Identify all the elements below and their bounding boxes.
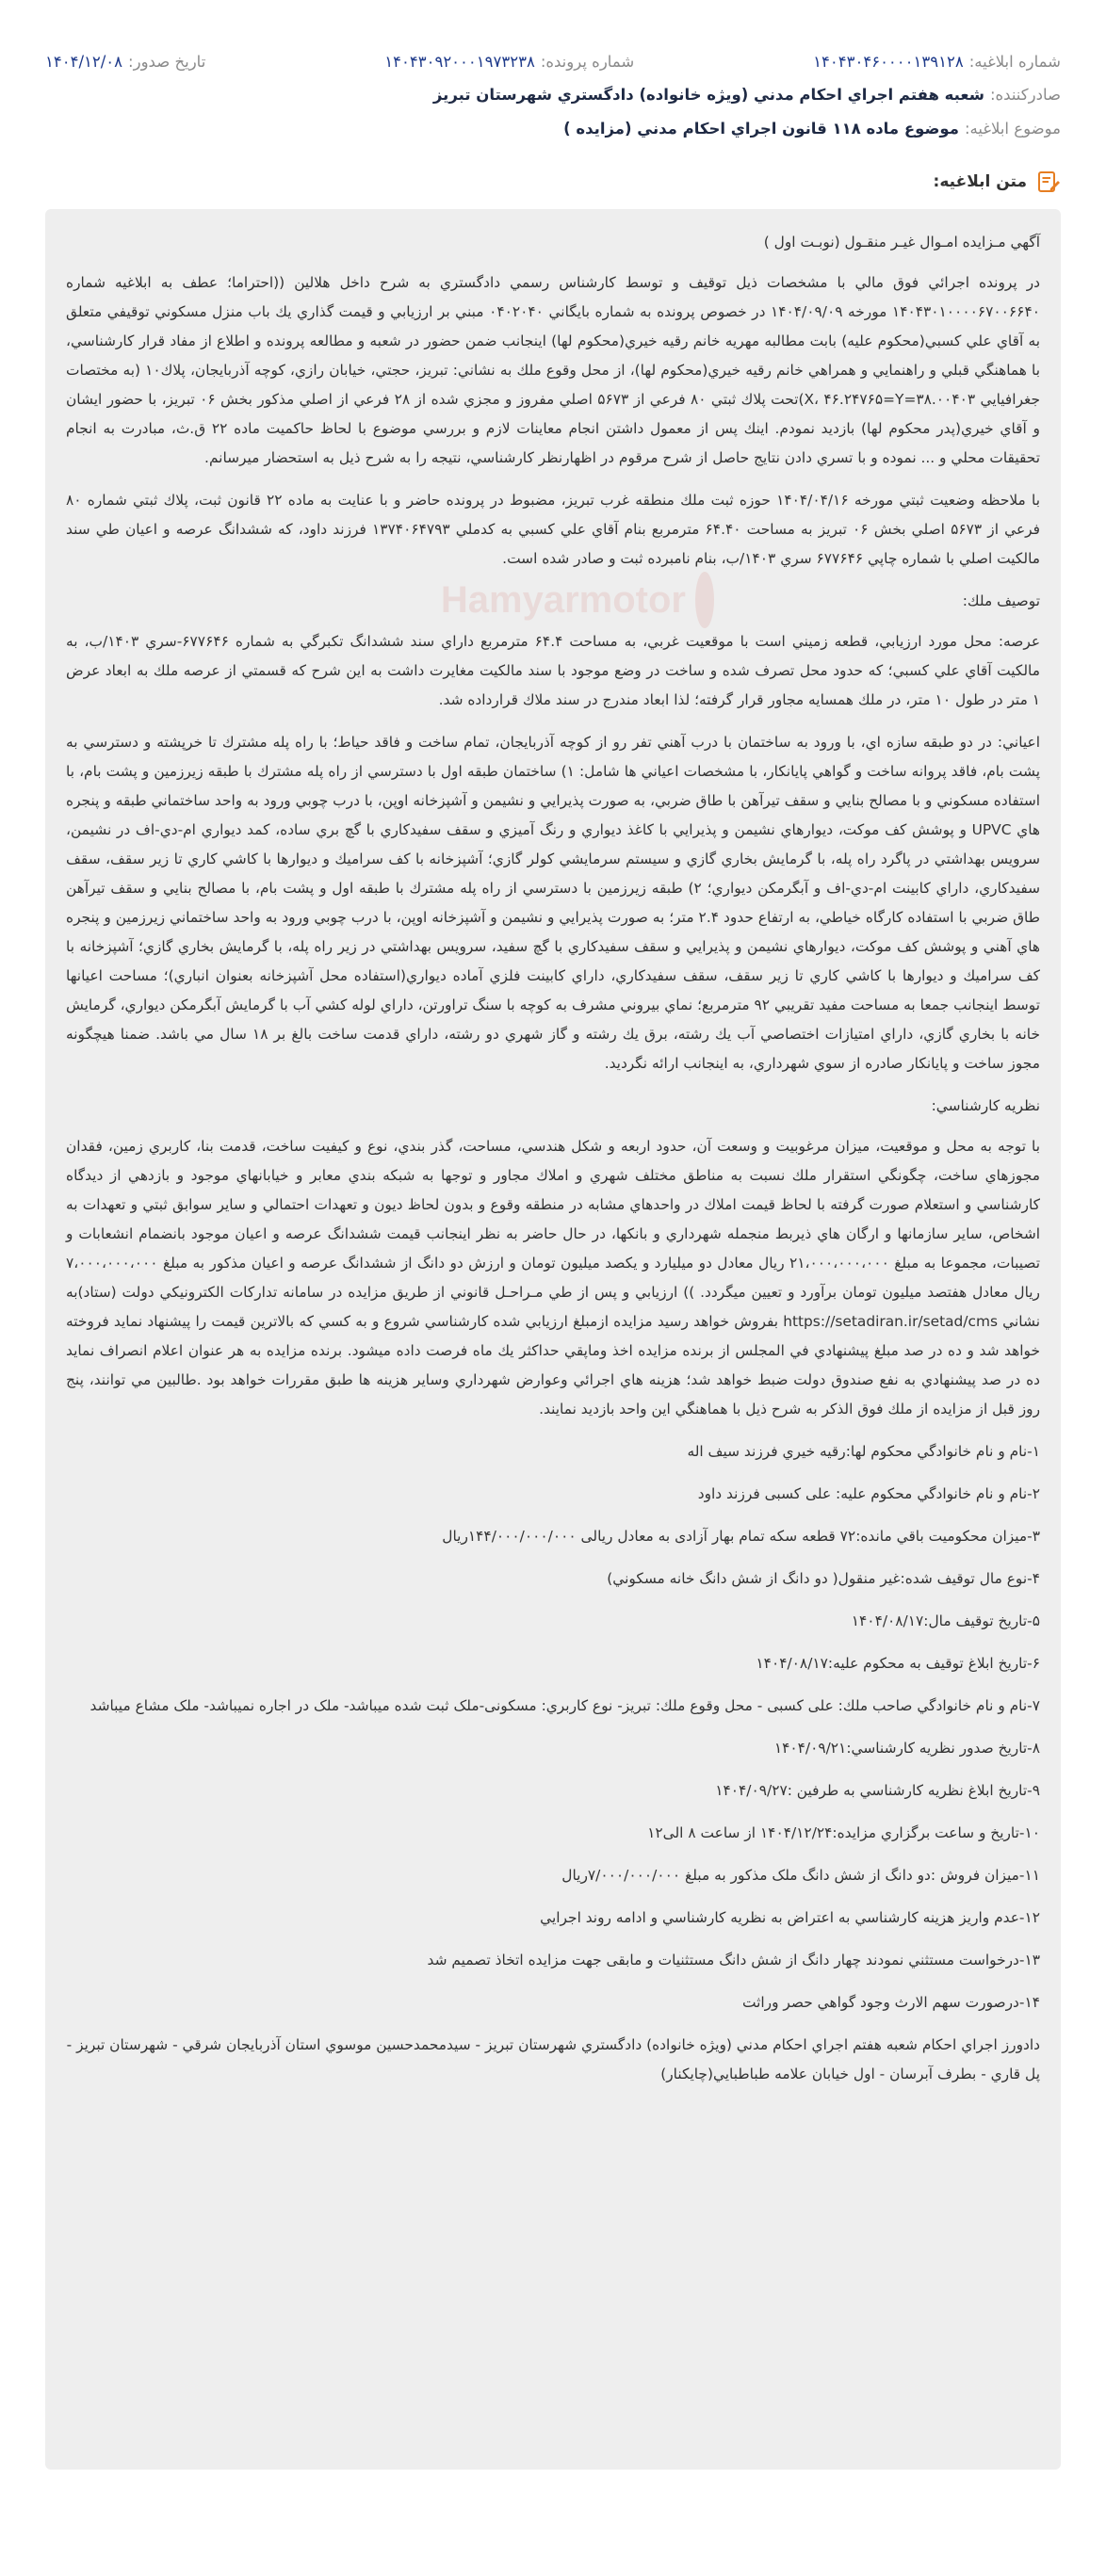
paragraph-expert-opinion: با توجه به محل و موقعيت، ميزان مرغوبيت و وسعت آن، حدود اربعه و شكل هندسي، مساحت، گذر بندي، نوع و كيفيت ساخت، قدمت بنا، كاربري زمين، فقدان مجوزهاي ساخت، چگونگي استقرار ملك نسبت به مناطق مختلف شهري و املاك مجاور و توجها به شبكه بندي معابر و خيابانهاي موجود و بازدهي از ديدگاه كارشناسي و استعلام صورت گرفته با لحاظ قيمت املاك در واحدهاي مشابه در منطقه وقوع و بدون لحاظ ديون و تعهدات احتمالي و ساير سوابق ثبتي و تعهدات به اشخاص، ساير سازمانها و ارگان هاي ذيربط منجمله شهرداري و بانكها، در حال حاضر به نظر اينجانب قيمت ششدانگ عرصه و اعيان موجود بانضمام انشعابات و تصيبات، مجموعا به مبلغ ۲۱،۰۰۰،۰۰۰،۰۰۰ ريال معادل دو ميليارد و يكصد ميليون تومان و ارزش دو دانگ از ششدانگ عرصه و اعيان مذكور به مبلغ ۷،۰۰۰،۰۰۰،۰۰۰ ريال معادل هفتصد ميليون تومان برآورد و تعيين ميگردد. )) ارزيابي و پس از طي مـراحـل قانوني از طريق مزايده در سامانه تداركات الكترونيكي دولت (ستاد)به نشاني https://setadiran.ir/setad/cms بفروش خواهد رسيد مزايده ازمبلغ ارزيابي شده كارشناسي شروع و به كسي كه بالاترين قيمت را پيشنهاد نمايد فروخته خواهد شد و ده در صد مبلغ پيشنهادي في المجلس از برنده مزايده اخذ وماپقي حداكثر يك ماه فرصت داده ميشود. برنده مزايده به هر عنوان اعلام انصراف نمايد ده در صد پيشنهادي به نفع صندوق دولت ضبط خواهد شد؛ هزينه هاي اجرائي وعوارض شهرداري وساير هزينه ها طبق مقررات خواهد بود .طالبين مي توانند، پنج روز قبل از مزايده از ملك فوق الذكر به شرح ذيل با هماهنگي اين واحد بازديد نمايند. bbox=[66, 1138, 1040, 1418]
issue-date-value: ۱۴۰۴/۱۲/۰۸ bbox=[45, 52, 123, 71]
list-item: ۳-ميزان محكوميت باقي مانده:۷۲ قطعه سکه تمام بهار آزادی به معادل ریالی ۱۴۴/۰۰۰/۰۰۰/۰۰۰ريال bbox=[442, 1528, 1040, 1545]
expert-opinion-heading: نظريه كارشناسي: bbox=[931, 1097, 1040, 1114]
auction-heading: آگهي مـزايده امـوال غيـر منقـول (نوبـت اول ) bbox=[763, 234, 1040, 251]
list-item: ۱۲-عدم واريز هزينه كارشناسي به اعتراض به نظريه كارشناسي و ادامه روند اجرايي bbox=[540, 1909, 1040, 1926]
case-number bbox=[384, 53, 634, 71]
case-number-label: شماره پرونده: bbox=[540, 52, 635, 71]
issue-date-label: تاريخ صدور: bbox=[128, 52, 206, 71]
list-item: ۱۰-تاريخ و ساعت برگزاري مزايده:۱۴۰۴/۱۲/۲۴ از ساعت ۸ الی۱۲ bbox=[647, 1824, 1040, 1841]
notice-number-value: ۱۴۰۴۳۰۴۶۰۰۰۰۱۳۹۱۲۸ bbox=[813, 52, 964, 71]
issue-date bbox=[45, 53, 205, 71]
list-item: ۴-نوع مال توقيف شده:غير منقول( دو دانگ از شش دانگ خانه مسكوني) bbox=[607, 1570, 1040, 1587]
issuer-value: شعبه هفتم اجراي احكام مدني (ويژه خانواده) دادگستري شهرستان تبريز bbox=[432, 85, 984, 104]
paragraph-registration: با ملاحظه وضعيت ثبتي مورخه ۱۴۰۴/۰۴/۱۶ حوزه ثبت ملك منطقه غرب تبريز، مضبوط در پرونده حاضر و با عنايت به ماده ۲۲ قانون ثبت، پلاك ثبتي شماره ۸۰ فرعي از ۵۶۷۳ اصلي بخش ۰۶ تبريز به مساحت ۶۴.۴۰ مترمربع بنام آقاي علي كسبي به كدملي ۱۳۷۴۰۶۴۷۹۳ فرزند داود، كه ششدانگ عرصه و اعيان طي سند مالكيت اصلي با شماره چاپي ۶۷۷۶۴۶ سري ۱۴۰۳/ب، بنام نامبرده ثبت و صادر شده است. bbox=[66, 492, 1040, 567]
paragraph-intro: در پرونده اجرائي فوق مالي با مشخصات ذيل توقيف و توسط كارشناس رسمي دادگستري به شرح داخل هلالين ((احتراما؛ عطف به ابلاغيه شماره ۱۴۰۴۳۰۱۰۰۰۰۶۷۰۰۶۶۴۰ مورخه ۱۴۰۴/۰۹/۰۹ در خصوص پرونده به شماره بايگاني ۰۴۰۲۰۴۰ مبني بر ارزيابي و قيمت گذاري يك باب منزل مسكوني توقيفي متعلق به آقاي علي كسبي(محكوم عليه) بابت مطالبه مهريه خانم رقيه خيري(محكوم لها) اينجانب ضمن حضور در شعبه و مطالعه پرونده و اطلاع از مفاد قرار كارشناسي، با هماهنگي قبلي و راهنمايي و همراهي خانم رقيه خيري(محكوم لها)، از محل وقوع ملك به نشاني: تبريز، حجتي، خيابان رازي، كوچه آذربايجان، پلاك۱۰ (به مختصات جغرافيايي ۳۸.۰۰۴۰۳=X، ۴۶.۲۴۷۶۵=Y)تحت پلاك ثبتي ۸۰ فرعي از ۵۶۷۳ اصلي مفروز و مجزي شده از ۲۸ فرعي از اصلي مذكور بخش ۰۶ تبريز، با حضور ايشان و آقاي خيري(پدر محكوم لها) بازديد نمودم. اينك پس از معمول داشتن انجام معاينات لازم و بررسي موضوع با لحاظ حاكميت ماده ۲۲ ق.ث، مبادرت به انجام تحقيقات محلي و ... نموده و با تسري دادن نتايج حاصل از شرح مرقوم در اظهارنظر كارشناسي، نتيجه را به شرح ذيل به استحضار ميرسانم. bbox=[66, 274, 1041, 466]
issuer-line bbox=[45, 77, 1061, 111]
watermark-text: Hamyarmotor bbox=[440, 578, 686, 621]
details-list bbox=[66, 1437, 1040, 2017]
list-item: ۱۴-درصورت سهم الارث وجود گواهي حصر وراثت bbox=[741, 1994, 1040, 2011]
paragraph-building: اعياني: در دو طبقه سازه اي، با ورود به ساختمان با درب آهني تفر رو از كوچه آذربايجان، تمام ساخت و فاقد حياط؛ با راه پله مشترك تا خرپشته و دسترسي به پشت بام، فاقد پروانه ساخت و گواهي پايانكار، با مشخصات اعياني ها شامل: ۱) ساختمان طبقه اول با دسترسي از راه پله مشترك با طبقه زيرزمين و پشت بام، با استفاده مسكوني و با مصالح بنايي و سقف تيرآهن با طاق ضربي، به صورت پذيرايي و نشيمن و آشپزخانه اوپن، با درب چوبي ورود به واحد ساختماني طبقه و پنجره هاي UPVC و پوشش كف موكت، ديوارهاي نشيمن و پذيرايي با كاغذ ديواري و رنگ آميزي و سقف سفيدكاري با گچ بري ساده، كمد ديواري ام-دي-اف در نشيمن، سرويس بهداشتي در پاگرد راه پله، با گرمايش بخاري گازي و سيستم سرمايشي كولر گازي؛ آشپزخانه با كف سراميك و ديوارها با كاشي كاري تا زير سقف، سقف سفيدكاري، داراي كابينت ام-دي-اف و آبگرمكن ديواري؛ ۲) طبقه زيرزمين با دسترسي از راه پله مشترك با طبقه اول و پشت بام، با مصالح بنايي و سقف تيرآهن طاق ضربي با استفاده كارگاه خياطي، به ارتفاع حدود ۲.۴ متر؛ به صورت پذيرايي و نشيمن و آشپزخانه اوپن، با درب چوبي ورود به واحد ساختماني زيرزمين و پنجره هاي آهني و پوشش كف موكت، ديوارهاي نشيمن و پذيرايي و سقف سفيدكاري با گچ سفيد، سرويس بهداشتي در زير راه پله، با گرمايش بخاري گازي؛ آشپزخانه با كف سراميك و ديوارها با كاشي كاري تا زير سقف، سقف سفيدكاري، داراي كابينت فلزي آماده ديواري(استفاده محل آشپزخانه بعنوان انباري)؛ مساحت اعيانها توسط اينجانب جمعا به مساحت مفيد تقريبي ۹۲ مترمربع؛ نماي بيروني مشرف به كوچه با سنگ تراورتن، داراي لوله كشي آب با گرمايش آبگرمكن ديواري، گرمايش خانه با بخاري گازي، داراي امتيازات اختصاصي آب يك رشته، برق يك رشته و گاز شهري دو رشته، داراي قدمت ساخت بالغ بر ۱۸ سال مي باشد. ضمنا هيچگونه مجوز ساخت و پايانكار صادره از سوي شهرداري، به اينجانب ارائه نگرديد. bbox=[66, 734, 1040, 1072]
subject-label: موضوع ابلاغيه: bbox=[964, 119, 1061, 138]
issuer-label: صادركننده: bbox=[989, 85, 1061, 104]
notice-text-title: متن ابلاغيه: bbox=[933, 172, 1027, 191]
notice-text-header bbox=[45, 170, 1061, 194]
list-item: ۹-تاريخ ابلاغ نظريه كارشناسي به طرفين :۱۴۰۴/۰۹/۲۷ bbox=[715, 1782, 1040, 1799]
list-item: ۷-نام و نام خانوادگي صاحب ملك: علی کسبی - محل وقوع ملك: تبریز- نوع كاربري: مسکونی-ملک ثبت شده میباشد- ملک در اجاره نمیباشد- ملک مشاع میباشد bbox=[89, 1697, 1040, 1714]
list-item: ۶-تاريخ ابلاغ توقيف به محكوم عليه:۱۴۰۴/۰۸/۱۷ bbox=[756, 1655, 1040, 1672]
case-number-value: ۱۴۰۴۳۰۹۲۰۰۰۱۹۷۳۲۳۸ bbox=[384, 52, 535, 71]
notice-number bbox=[813, 53, 1061, 71]
list-item: ۱۱-ميزان فروش :دو دانگ از شش دانگ ملک مذکور به مبلغ ۷/۰۰۰/۰۰۰/۰۰۰ريال bbox=[561, 1867, 1040, 1884]
list-item: ۱-نام و نام خانوادگي محكوم لها:رقيه خيري فرزند سيف اله bbox=[687, 1443, 1040, 1460]
notice-number-label: شماره ابلاغيه: bbox=[968, 52, 1061, 71]
list-item: ۱۳-درخواست مستثني نمودند چهار دانگ از شش دانگ مستثنیات و مابقی جهت مزایده اتخاذ تصمیم شد bbox=[427, 1952, 1040, 1968]
list-item: ۲-نام و نام خانوادگي محكوم عليه: علی کسبی فرزند داود bbox=[697, 1485, 1040, 1502]
paragraph-land: عرصه: محل مورد ارزيابي، قطعه زميني است با موقعيت غربي، به مساحت ۶۴.۴ مترمربع داراي سند ششدانگ تكبرگي به شماره ۶۷۷۶۴۶-سري ۱۴۰۳/ب، به مالكيت آقاي علي كسبي؛ كه حدود محل تصرف شده و ساخت در وضع موجود با سند مالكيت مغايرت داشت به اين شرح كه قسمتي از عرصه ملك به ابعاد عرض ۱ متر در طول ۱۰ متر، در ملك همسايه مجاور قرار گرفته؛ لذا ابعاد مندرج در سند ملاك قرارداده شد. bbox=[66, 633, 1041, 708]
list-item: ۵-تاريخ توقيف مال:۱۴۰۴/۰۸/۱۷ bbox=[851, 1612, 1040, 1629]
subject-value: موضوع ماده ۱۱۸ قانون اجراي احكام مدني (مزايده ) bbox=[563, 119, 959, 138]
meta-row bbox=[45, 45, 1061, 77]
document-edit-icon bbox=[1036, 170, 1061, 194]
list-item: ۸-تاريخ صدور نظريه كارشناسي:۱۴۰۴/۰۹/۲۱ bbox=[773, 1740, 1040, 1757]
subject-line bbox=[45, 111, 1061, 145]
bailiff-address: دادورز اجراي احكام شعبه هفتم اجراي احكام مدني (ويژه خانواده) دادگستري شهرستان تبريز - سيدمحمدحسين موسوي استان آذربايجان شرقي - شهرستان تبريز - پل قاري - بطرف آبرسان - اول خيابان علامه طباطبايي(چايكنار) bbox=[66, 2036, 1040, 2082]
notice-text-box bbox=[45, 209, 1061, 2470]
property-description-heading: توصيف ملك: bbox=[962, 592, 1040, 609]
